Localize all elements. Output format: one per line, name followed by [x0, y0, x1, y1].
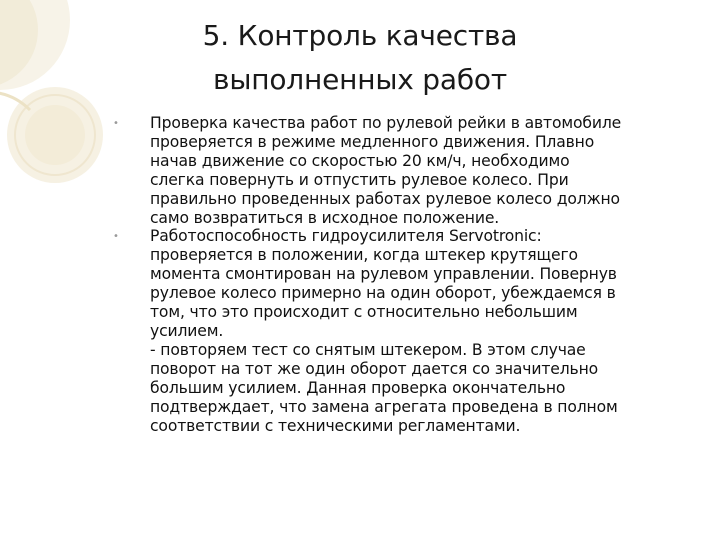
bullet-line: проверяется в положении, когда штекер крутящего [150, 246, 578, 265]
bullet-line: Работоспособность гидроусилителя Servotronic: [150, 227, 542, 246]
bullet-line: поворот на тот же один оборот дается со значительно [150, 359, 599, 378]
bullet-line: рулевое колесо примерно на один оборот, убеждаемся в [150, 284, 616, 303]
bullet-line: начав движение со скоростью 20 км/ч, необходимо [150, 151, 570, 170]
bullet-line: Проверка качества работ по рулевой рейки в автомобиле [150, 114, 622, 132]
decorative-circles [0, 0, 120, 200]
bullet-item [113, 227, 703, 435]
bullet-line: проверяется в режиме медленного движения. Плавно [150, 132, 595, 151]
bullet-marker: • [113, 118, 119, 129]
bullet-line: - повторяем тест со снятым штекером. В этом случае [150, 340, 586, 359]
title-line-2: выполненных работ [213, 63, 507, 96]
bullet-line: слегка повернуть и отпустить рулевое колесо. При [150, 170, 569, 189]
bullet-line: том, что это происходит с относительно небольшим [150, 303, 578, 322]
bullet-line: правильно проведенных работах рулевое колесо должно [150, 189, 620, 208]
bullet-line: момента смонтирован на рулевом управлении. Повернув [150, 265, 617, 284]
bullet-line: подтверждает, что замена агрегата проведена в полном [150, 397, 618, 416]
bullet-marker: • [113, 231, 119, 243]
title-line-1: 5. Контроль качества [202, 19, 518, 52]
bullet-line: усилием. [150, 321, 224, 340]
bullet-line: соответствии с техническими регламентами. [150, 416, 521, 435]
bullet-item [113, 114, 703, 227]
slide-title [150, 14, 570, 102]
bullet-line: большим усилием. Данная проверка окончательно [150, 378, 566, 397]
bullet-line: само возвратиться в исходное положение. [150, 208, 500, 227]
slide-body [113, 114, 703, 435]
